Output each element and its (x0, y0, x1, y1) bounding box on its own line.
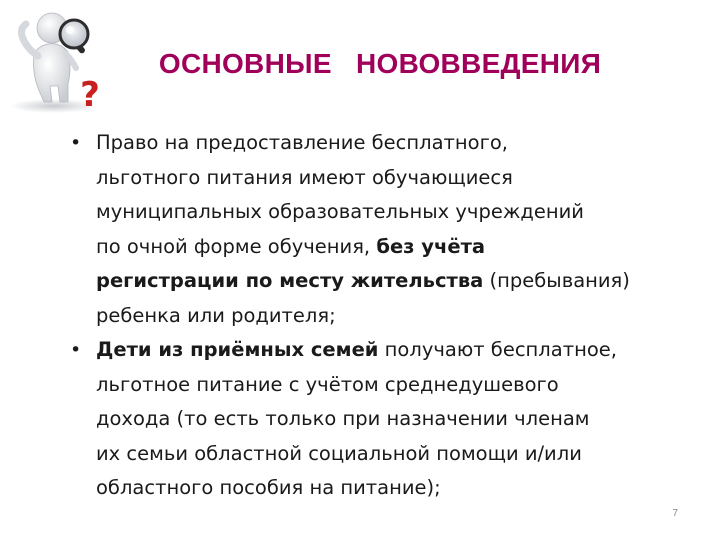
text-segment: льготного питания имеют обучающиеся (96, 165, 513, 189)
text-segment: (пребывания) (483, 269, 630, 292)
text-segment: дохода (то есть только при назначении членам (96, 407, 590, 430)
bold-text: регистрации по месту жительства (96, 269, 484, 292)
bold-text: без учёта (376, 234, 486, 258)
bullet-line (96, 195, 710, 230)
bullet-item (70, 126, 710, 333)
bullet-line (96, 299, 710, 334)
text-segment: получают бесплатное, (378, 338, 617, 361)
text-segment: ребенка или родителя; (96, 303, 336, 327)
bullet-line (96, 264, 710, 299)
bullet-line (96, 161, 710, 196)
bullet-list (70, 126, 710, 506)
text-segment: областного пособия на питание); (96, 476, 441, 499)
bullet-dot: • (70, 132, 82, 154)
page-number: 7 (672, 508, 678, 519)
text-segment: муниципальных образовательных учреждений (96, 200, 584, 223)
bullet-line (96, 333, 710, 368)
text-segment: по очной форме обучения, (96, 234, 377, 258)
bullet-line (96, 471, 710, 506)
bullet-dot: • (70, 339, 82, 361)
bullet-line (96, 437, 710, 472)
bullet-item (70, 333, 710, 506)
figure-with-magnifier-question-icon (4, 2, 116, 114)
bullet-line (96, 402, 710, 437)
bullet-line (96, 126, 710, 161)
bullet-line (96, 368, 710, 403)
text-segment: льготное питание с учётом среднедушевого (96, 372, 559, 396)
text-segment: Право на предоставление бесплатного, (96, 131, 508, 154)
text-segment: их семьи областной социальной помощи и/или (96, 441, 582, 465)
slide-title: ОСНОВНЫЕ НОВОВВЕДЕНИЯ (158, 48, 602, 79)
question-mark: ? (80, 75, 100, 114)
bold-text: Дети из приёмных семей (96, 338, 379, 361)
bullet-line (96, 230, 710, 265)
